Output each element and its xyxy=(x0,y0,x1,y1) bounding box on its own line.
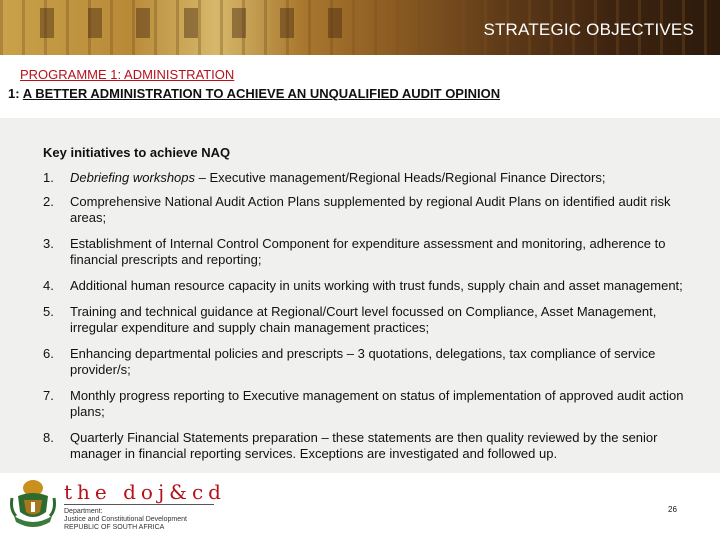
item-number: 8. xyxy=(43,430,54,445)
item-number: 3. xyxy=(43,236,54,251)
slide-title: STRATEGIC OBJECTIVES xyxy=(483,20,694,39)
coat-of-arms-icon xyxy=(8,476,58,536)
list-item xyxy=(43,346,703,378)
item-text: Enhancing departmental policies and prescripts – 3 quotations, delegations, tax compliance of service provider/s; xyxy=(70,346,656,377)
item-number: 4. xyxy=(43,278,54,293)
item-text xyxy=(70,170,703,186)
objective-heading xyxy=(8,86,500,101)
banner-decoration xyxy=(40,8,54,38)
department-logo-text: the doj&cd xyxy=(64,480,226,504)
objective-prefix: 1: xyxy=(8,86,23,101)
page-number: 26 xyxy=(668,505,677,514)
list-item xyxy=(43,304,703,336)
item-text: Quarterly Financial Statements preparation – these statements are then quality reviewed by the senior manager in financial reporting services. Exceptions are investigated and followed up. xyxy=(70,430,658,461)
header-banner xyxy=(0,0,720,55)
item-text: Comprehensive National Audit Action Plans supplemented by regional Audit Plans on identified audit risk areas; xyxy=(70,194,671,225)
item-lead: Debriefing workshops xyxy=(70,170,196,185)
programme-heading: PROGRAMME 1: ADMINISTRATION xyxy=(20,67,235,82)
banner-decoration xyxy=(280,8,294,38)
logo-divider xyxy=(64,504,214,505)
objective-text: A BETTER ADMINISTRATION TO ACHIEVE AN UNQUALIFIED AUDIT OPINION xyxy=(22,86,501,101)
banner-decoration xyxy=(328,8,342,38)
banner-decoration xyxy=(184,8,198,38)
banner-decoration xyxy=(136,8,150,38)
department-label: Department: xyxy=(64,508,103,515)
item-text: Training and technical guidance at Regional/Court level focussed on Compliance, Asset Management, irregular expenditure and supply chain management practices; xyxy=(70,304,657,335)
list-item xyxy=(43,278,703,294)
initiatives-list xyxy=(43,170,703,462)
list-item xyxy=(43,170,703,186)
item-number: 1. xyxy=(43,170,54,185)
banner-decoration xyxy=(88,8,102,38)
item-number: 2. xyxy=(43,194,54,209)
list-item xyxy=(43,430,703,462)
department-name xyxy=(64,508,187,532)
item-text: Establishment of Internal Control Component for expenditure assessment and monitoring, adherence to financial prescripts and reporting; xyxy=(70,236,666,267)
banner-decoration xyxy=(232,8,246,38)
department-title: Justice and Constitutional Development xyxy=(64,516,187,523)
country-name: REPUBLIC OF SOUTH AFRICA xyxy=(64,524,165,531)
list-item xyxy=(43,388,703,420)
item-text: Additional human resource capacity in units working with trust funds, supply chain and asset management; xyxy=(70,278,683,293)
key-initiatives-heading: Key initiatives to achieve NAQ xyxy=(43,145,231,160)
item-number: 5. xyxy=(43,304,54,319)
item-text: Monthly progress reporting to Executive management on status of implementation of approved audit action plans; xyxy=(70,388,684,419)
list-item xyxy=(43,236,703,268)
list-item xyxy=(43,194,703,226)
item-number: 6. xyxy=(43,346,54,361)
item-number: 7. xyxy=(43,388,54,403)
item-text-rest: – Executive management/Regional Heads/Regional Finance Directors; xyxy=(195,170,606,185)
